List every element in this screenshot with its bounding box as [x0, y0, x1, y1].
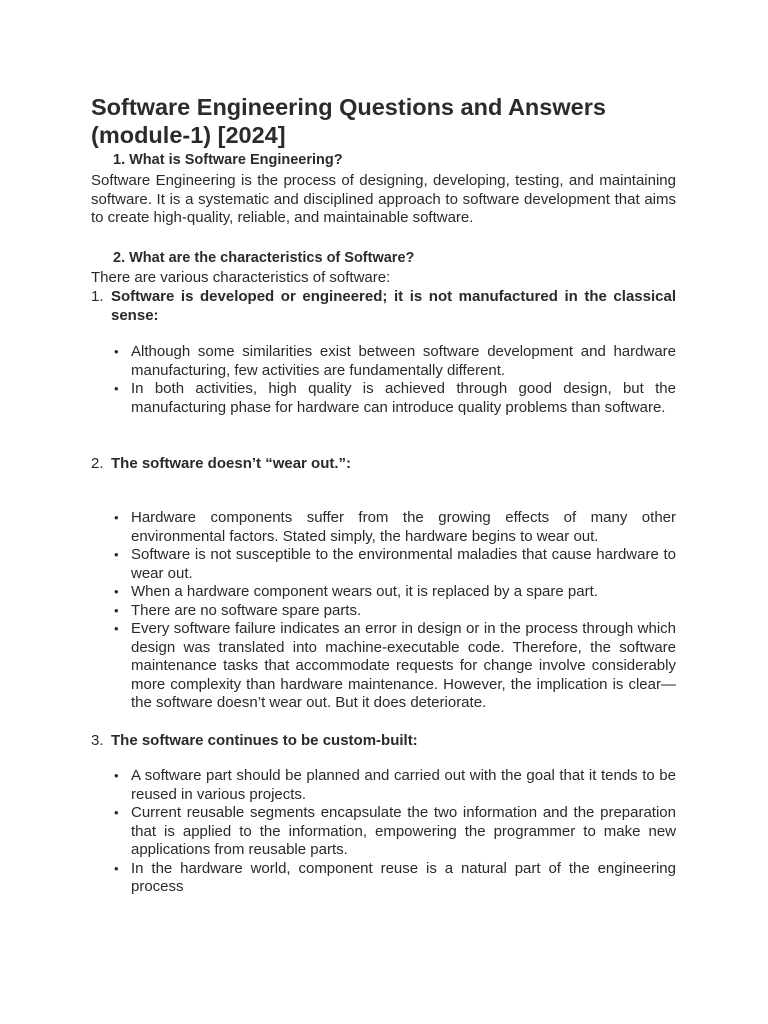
bullet-icon: • [114, 602, 119, 618]
characteristic-1-heading [91, 288, 676, 325]
characteristic-2-bullets [91, 509, 676, 713]
bullet-icon: • [114, 584, 119, 599]
characteristic-3-heading [91, 732, 676, 751]
page-title: Software Engineering Questions and Answers (module-1) [2024] [91, 94, 606, 148]
bullet-icon: • [114, 510, 119, 525]
question-1-heading: 1. What is Software Engineering? [113, 152, 343, 168]
list-item: • Although some similarities exist between software development and hardware manufacturing, few activities are fundamentally different. [114, 343, 676, 379]
characteristic-2-heading [91, 455, 676, 474]
question-2-heading: 2. What are the characteristics of Software? [113, 250, 415, 266]
bullet-icon: • [114, 860, 119, 876]
characteristic-2-number: 2. [91, 455, 104, 472]
list-item: • A software part should be planned and carried out with the goal that it tends to be reused in various projects. [114, 767, 676, 803]
list-item: • Current reusable segments encapsulate the two information and the preparation that is applied to the information, empowering the programmer to make new applications from reusable parts. [114, 804, 676, 858]
question-2-intro: There are various characteristics of software: [91, 269, 391, 286]
characteristic-1-bullets [91, 343, 676, 417]
list-item: • When a hardware component wears out, it is replaced by a spare part. [114, 583, 598, 600]
list-item: • Every software failure indicates an error in design or in the process through which design was translated into machine-executable code. Therefore, the software maintenance tasks that accommodate requests for change involve considerably more complexity than hardware maintenance. However, the implication is clear—the software doesn’t wear out. But it does deteriorate. [114, 620, 676, 711]
bullet-icon: • [114, 344, 119, 359]
bullet-icon: • [114, 621, 119, 636]
bullet-icon: • [114, 805, 119, 820]
characteristic-1-title: Software is developed or engineered; it is not manufactured in the classical sense: [111, 288, 676, 324]
list-item: • There are no software spare parts. [114, 601, 362, 619]
bullet-icon: • [114, 381, 119, 396]
list-item: • In both activities, high quality is achieved through good design, but the manufacturing phase for hardware can introduce quality problems than software. [114, 380, 676, 416]
bullet-icon: • [114, 547, 119, 562]
list-item: • Hardware components suffer from the growing effects of many other environmental factors. Stated simply, the hardware begins to wear out. [114, 509, 676, 545]
characteristic-1-number: 1. [91, 288, 104, 305]
characteristic-3-bullets [91, 767, 676, 897]
characteristic-3-number: 3. [91, 732, 104, 749]
list-item: • In the hardware world, component reuse is a natural part of the engineering process [114, 859, 676, 895]
question-1-answer: Software Engineering is the process of designing, developing, testing, and maintaining software. It is a systematic and disciplined approach to software development that aims to create high-quality, reliable, and maintainable software. [91, 172, 676, 226]
characteristic-3-title: The software continues to be custom-built: [111, 732, 418, 749]
list-item: • Software is not susceptible to the environmental maladies that cause hardware to wear out. [114, 546, 676, 582]
bullet-icon: • [114, 768, 119, 783]
characteristic-2-title: The software doesn’t “wear out.”: [111, 455, 352, 472]
